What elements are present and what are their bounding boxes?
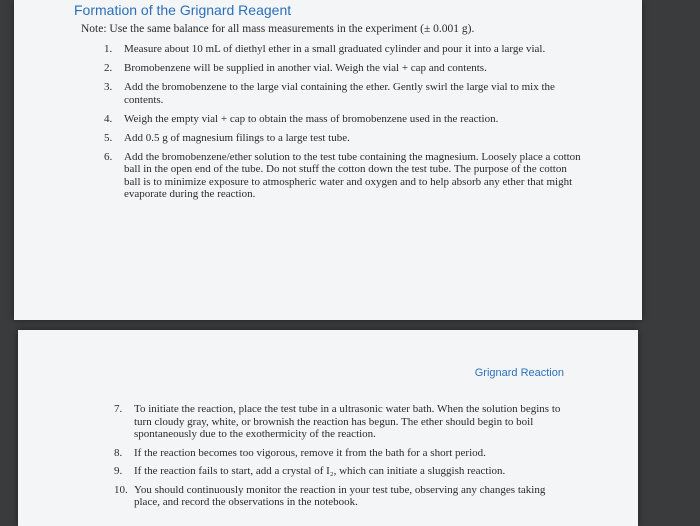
step-text: Add the bromobenzene/ether solution to the test tube containing the magnesium. Loosely place a cotton ball in the open end of the tube. Do not stuff the cotton down the test tube. The purpose of the cotton ball is to minimize exposure to atmospheric water and oxygen and to help absorb any ether that might evaporate during the reaction. xyxy=(124,150,581,200)
step-text: To initiate the reaction, place the test tube in a ultrasonic water bath. When the solution begins to turn cloudy gray, white, or brownish the reaction has begun. The ether should begin to boil spontaneously due to the exothermicity of the reaction. xyxy=(134,403,561,440)
step-number: 5. xyxy=(104,131,113,144)
step-text: If the reaction fails to start, add a crystal of I₂, which can initiate a sluggish reaction. xyxy=(134,465,506,477)
procedure-step xyxy=(104,81,584,106)
step-number: 4. xyxy=(104,112,113,125)
document-page-2 xyxy=(18,330,638,526)
step-number: 2. xyxy=(104,62,113,74)
step-number: 7. xyxy=(114,403,123,415)
procedure-step xyxy=(114,465,574,478)
procedure-step xyxy=(104,62,584,75)
step-number: 10. xyxy=(114,483,128,496)
document-page-1 xyxy=(14,0,642,320)
step-text: Add 0.5 g of magnesium filings to a large test tube. xyxy=(124,131,350,144)
step-text: If the reaction becomes too vigorous, remove it from the bath for a short period. xyxy=(134,446,486,459)
procedure-step xyxy=(104,132,584,145)
step-number: 3. xyxy=(104,81,113,93)
procedure-step xyxy=(114,403,574,441)
procedure-step xyxy=(104,43,584,56)
step-number: 9. xyxy=(114,465,123,477)
procedure-steps-part-1 xyxy=(104,43,584,207)
step-text: Measure about 10 mL of diethyl ether in a small graduated cylinder and pour it into a large vial. xyxy=(124,43,546,55)
step-text: Weigh the empty vial + cap to obtain the mass of bromobenzene used in the reaction. xyxy=(124,112,499,125)
step-number: 1. xyxy=(104,43,113,55)
step-number: 8. xyxy=(114,446,123,459)
procedure-step xyxy=(114,484,574,509)
section-title: Grignard Reaction xyxy=(474,367,564,379)
procedure-step xyxy=(114,447,574,460)
procedure-steps-part-2 xyxy=(114,403,574,515)
step-number: 6. xyxy=(104,150,113,163)
step-text: You should continuously monitor the reaction in your test tube, observing any changes taking place, and record the observations in the notebook. xyxy=(134,483,546,508)
procedure-step xyxy=(104,151,584,201)
step-text: Bromobenzene will be supplied in another vial. Weigh the vial + cap and contents. xyxy=(124,62,487,74)
step-text: Add the bromobenzene to the large vial containing the ether. Gently swirl the large vial to mix the contents. xyxy=(124,81,555,106)
page-title: Formation of the Grignard Reagent xyxy=(74,2,292,18)
procedure-step xyxy=(104,113,584,126)
balance-note: Note: Use the same balance for all mass measurements in the experiment (± 0.001 g). xyxy=(81,23,475,35)
